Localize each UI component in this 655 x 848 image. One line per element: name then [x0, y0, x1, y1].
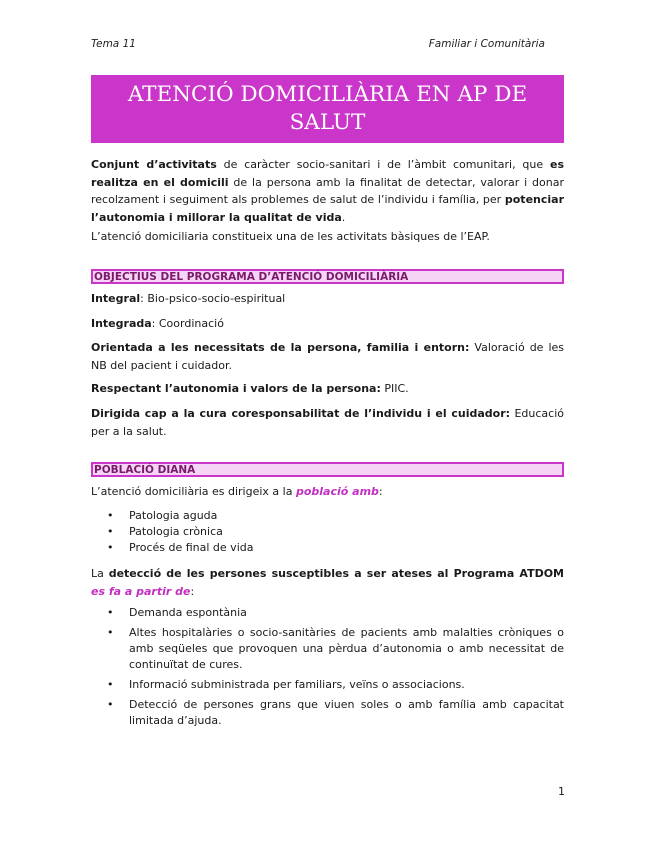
objective-item: [91, 339, 564, 374]
detection-highlight: es fa a partir de: [91, 584, 191, 598]
objective-item: [91, 315, 564, 333]
detection-list: [91, 605, 564, 729]
objective-item: [91, 405, 564, 440]
detection-paragraph: [91, 565, 564, 600]
intro-paragraph-2: L’atenció domiciliaria constitueix una de les activitats bàsiques de l’EAP.: [91, 230, 490, 243]
page-number: 1: [558, 785, 565, 798]
objective-label: Orientada a les necessitats de la persona, familia i entorn:: [91, 341, 470, 354]
objective-label: Respectant l’autonomia i valors de la persona:: [91, 382, 381, 395]
list-item: • Demanda espontània: [91, 605, 564, 621]
objective-text: PIIC.: [380, 382, 409, 395]
population-intro-colon: :: [378, 485, 383, 498]
intro-text-2: de la persona amb la finalitat de detectar, valorar i donar recolzament i seguiment als problemes de salut de l’individu i família, per: [91, 175, 564, 206]
page-title: [91, 75, 564, 143]
population-intro: [91, 483, 564, 501]
intro-bold-2: es realitza en el domicili: [91, 158, 564, 189]
section-heading-objectives: OBJECTIUS DEL PROGRAMA D’ATENCIÓ DOMICILIÀRIA: [91, 269, 564, 284]
intro-text-3: .: [341, 210, 346, 224]
list-item: • Patologia aguda: [91, 508, 564, 524]
objective-label: Integrada: [91, 317, 152, 330]
objective-label: Dirigida cap a la cura coresponsabilitat de l’individu i el cuidador:: [91, 407, 511, 420]
objective-item: [91, 380, 564, 398]
objective-text: : Coordinació: [151, 317, 224, 330]
detection-bold: detecció de les persones susceptibles a ser ateses al Programa ATDOM: [108, 567, 564, 580]
objective-text: Educació per a la salut.: [91, 407, 565, 438]
objective-text: Valoració de les NB del pacient i cuidador.: [91, 341, 565, 372]
intro-bold-1: Conjunt d’activitats: [91, 158, 217, 171]
title-line-2: SALUT: [289, 110, 366, 135]
intro-paragraph: [91, 156, 564, 226]
header-topic: Tema 11: [91, 38, 136, 50]
objective-text: : Bio-psico-socio-espiritual: [140, 292, 286, 305]
list-item: • Patologia crònica: [91, 524, 564, 540]
list-item: • Procés de final de vida: [91, 540, 564, 556]
list-item: • Detecció de persones grans que viuen soles o amb família amb capacitat limitada d’ajuda.: [91, 697, 564, 729]
population-intro-highlight: població amb: [295, 485, 379, 498]
objective-label: Integral: [91, 292, 141, 305]
population-list: [91, 508, 564, 556]
intro-bold-3: potenciar l’autonomia i millorar la qualitat de vida: [91, 193, 564, 224]
objective-item: [91, 290, 564, 308]
header-subject: Familiar i Comunitària: [428, 38, 545, 50]
list-item: • Informació subministrada per familiars, veïns o associacions.: [91, 677, 564, 693]
population-intro-text: L’atenció domiciliària es dirigeix a la: [91, 485, 296, 498]
title-line-1: ATENCIÓ DOMICILIÀRIA EN AP DE: [127, 82, 528, 107]
section-heading-target-population: POBLACIÓ DIANA: [91, 462, 564, 477]
detection-text: La: [91, 567, 109, 580]
intro-text-1: de caràcter socio-sanitari i de l’àmbit comunitari, que: [216, 158, 550, 171]
list-item: • Altes hospitalàries o socio-sanitàries de pacients amb malalties cròniques o amb seqüeles que provoquen una pèrdua d’autonomia o amb necessitat de continuïtat de cures.: [91, 625, 564, 673]
detection-colon: :: [190, 584, 195, 598]
